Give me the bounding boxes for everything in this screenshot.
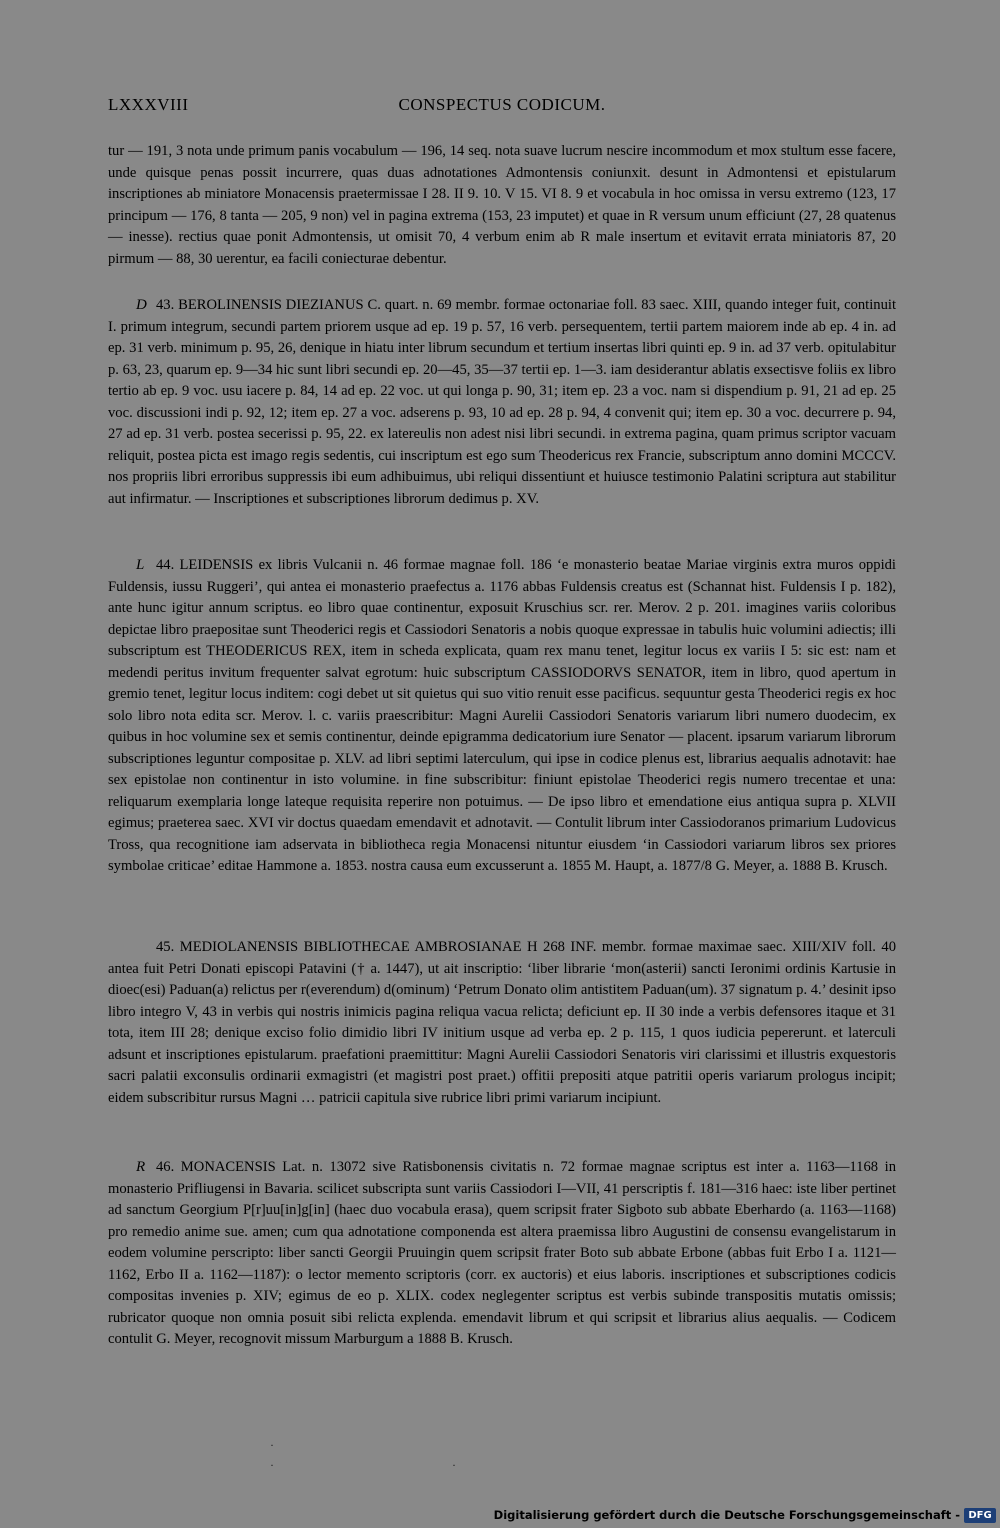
entry-block-l [108,555,896,886]
entry-block-r [108,1157,896,1359]
dfg-logo[interactable]: DFG [964,1508,996,1523]
paragraph-text: 44. LEIDENSIS ex libris Vulcanii n. 46 formae magnae foll. 186 ‘e monasterio beatae Mariae virginis extra muros oppidi Fuldensis, iussu Ruggeri’, qui antea ei monasterio praefectus a. 1176 abbas Fuldensis creatus est (Schannat hist. Fuldensis I p. 182), ante hunc igitur annum scriptus. eo libro quae continentur, exposuit Kruschius scr. rer. Merov. 2 p. 201. imagines variis coloribus depictae libro praepositae sunt Theoderici regis et Cassiodori Senatoris a nobis quoque expressae in tabulis huic volumini adiectis; illi subscriptum est THEODERICUS REX, item in scheda explicata, quam rex manu tenet, legitur locus ex variis I 5: sic est: nam et medendi peritus invitum frequenter salvat egrotum: huic subscriptum CASSIODORVS SENATOR, item in libro, quod apertum in gremio tenet, legitur locus inditem: cogi debet ut sit quietus qui suo vitio renuit esse pacificus. sequuntur gesta Theoderici regis ex hoc solo libro nota edita scr. Merov. l. c. variis praescribitur: Magni Aurelii Cassiodori Senatoris variarum libri numero duodecim, ex quibus in hoc volumine sex et semis continentur, deinde epigramma dedicatorium iure Senator — placent. ipsarum variarum librorum subscriptiones leguntur compositae p. XLV. ad libri septimi laterculum, qui ipse in codice plenus est, librarius aequalis adnotavit: hae sex epistolae non continentur in isto volumine. in fine subscribitur: finiunt epistolae Theoderici regis numero trecentae et una: reliquarum exemplaria longe lateque requisita reperire non potuimus. — De ipso libro et emendatione eius antiqua supra p. XLVII egimus; praeterea saec. XVI vir doctus quaedam emendavit et adnotavit. — Contulit librum inter Cassiodoranos primarium Ludovicus Tross, qua recognitione iam adservata in bibliotheca regia Monacensi nituntur eiusdem ‘in Cassiodori variarum libros sex priores symbolae criticae’ editae Hammone a. 1853. nostra causa eum excusserunt a. 1855 M. Haupt, a. 1877/8 G. Meyer, a. 1888 B. Krusch. [108,557,896,874]
entry-43-berolinensis [108,295,896,510]
page-number: LXXXVIII [108,95,189,114]
digitization-credit: Digitalisierung gefördert durch die Deutsche Forschungsgemeinschaft - [493,1508,960,1522]
entry-44-leidensis [108,555,896,878]
page-title: CONSPECTUS CODICUM. [398,95,606,114]
scan-speck: · [270,1458,274,1472]
page-header [108,95,896,123]
siglum-l: L [136,557,145,573]
paragraph-text: 45. MEDIOLANENSIS BIBLIOTHECAE AMBROSIANAE H 268 INF. membr. formae maximae saec. XIII/XIV foll. 40 antea fuit Petri Donati episcopi Patavini († a. 1447), ut ait inscriptio: ‘liber librarie ‘mon(asterii) sancti Ieronimi ordinis Kartusie in dioec(esi) Paduan(a) relictus per r(everendum) d(ominum) ‘Petrum Donato olim antistitem Paduan(um). 37 signatum p. 4.’ desinit ipso libro integro V, 43 in verbis qui nostris inimicis pagina reliqua vacua relicta; deficiunt ep. II 30 inde a verbis defensores itaque et 31 tota, item III 28; denique exciso folio dimidio libri IV initium usque ad verba ep. 2 p. 115, 1 quos iudicia pepererunt. et laterculi adsunt et inscriptiones epistularum. praefationi praemittitur: Magni Aurelii Cassiodori Senatoris viri clarissimi et illustris exquestoris sacri palatii exconsulis ordinarii exmagistri (et magistri post praet.) offitii prepositi atque patritii operis variarum prologus incipit; eidem subscribitur rursus Magni … patricii capitula sive rubrice libri primi variarum incipiunt. [108,939,897,1106]
siglum-r: R [136,1159,146,1175]
paragraph-text: tur — 191, 3 nota unde primum panis vocabulum — 196, 14 seq. nota suave lucrum nescire incommodum et mox stultum esse facere, unde quisque penas possit incurrere, quas duas adnotationes Admontensis coniunxit. desunt in Admontensi et epistularum inscriptiones ab miniatore Monacensis praetermissae I 28. II 9. 10. V 15. VI 8. 9 et vocabula in hoc omissa in versu extremo (123, 17 principum — 176, 8 tanta — 205, 9 non) vel in pagina extrema (153, 23 imputet) et quae in R versum unum efficiunt (27, 28 quatenus — inesse). rectius quae ponit Admontensis, ut omisit 70, 4 verbum enim ab R male insertum et evitavit errata miniatoris 87, 20 pirmum — 88, 30 uerentur, ea facili coniecturae debentur. [108,143,896,267]
entry-block-d [108,295,896,518]
scan-speck: · [452,1458,456,1472]
main-text [108,141,896,278]
paragraph-intro [108,141,896,270]
entry-block-45 [108,937,896,1117]
scan-speck: · [270,1438,274,1452]
entry-45-mediolanensis [108,937,896,1109]
siglum-d: D [136,297,147,313]
entry-46-monacensis [108,1157,896,1351]
paragraph-text: 43. BEROLINENSIS DIEZIANUS C. quart. n. 69 membr. formae octonariae foll. 83 saec. XIII, quando integer fuit, continuit I. primum integrum, secundi partem priorem usque ad ep. 19 p. 57, 16 verb. persequentem, tertii partem maiorem inde ab ep. 4 in. ad ep. 31 verb. minimum p. 95, 26, denique in hiatu inter librum secundum et tertium insertas libri quinti ep. 9 in. ad 37 verb. opitulabitur p. 63, 23, quarum ep. 9—34 hic sunt libri secundi ep. 20—45, 35—37 tertii ep. 1—3. iam desiderantur ablatis exsectisve foliis ex libro tertio ab ep. 9 voc. usu iacere p. 84, 14 ad ep. 22 voc. ut qui longa p. 90, 31; item ep. 23 a voc. nam si dispendium p. 91, 21 ad ep. 25 voc. discussioni indi p. 92, 12; item ep. 27 a voc. adserens p. 93, 10 ad ep. 28 p. 94, 4 convenit qui; item ep. 30 a voc. decurrere p. 94, 27 ad ep. 31 verb. postea secerissi p. 95, 22. ex latereulis non adest nisi libri secundi. in extrema pagina, quam primus scriptor vacuam reliquit, postea picta est imago regis sedentis, cui inscriptum est ego sum Theodericus rex Francie, subscriptum anno domini MCCCV. nos propriis libri erroribus suppressis ibi eum adhibuimus, ubi reliqui dissentiunt et huiusce testimonio Palatini scriptura aut stabilitur aut infirmatur. — Inscriptiones et subscriptiones librorum dedimus p. XV. [108,297,896,507]
paragraph-text: 46. MONACENSIS Lat. n. 13072 sive Ratisbonensis civitatis n. 72 formae magnae scriptus est inter a. 1163—1168 in monasterio Prifliugensi in Bavaria. scilicet subscripta sunt variis Cassiodori I—VII, 41 perscriptis f. 181—316 haec: iste liber pertinet ad sanctum Georgium P[r]uu[in]g[in] (haec duo vocabula erasa), quem scripsit frater Sigboto sub abbate Eberhardo (a. 1163—1168) pro remedio anime sue. amen; cum qua adnotatione componenda est altera praemissa libro Augustini de consensu evangelistarum in eodem volumine perscripto: liber sancti Georgii Pruuingin quem scripsit frater Boto sub abbate Erbone (abbas fuit Erbo I a. 1121—1162, Erbo II a. 1162—1187): o lector memento scriptoris (corr. ex auctoris) et eius laboris. inscriptiones et subscriptiones codicis compositas invenies p. XIV; egimus de eo p. XLIX. codex neglegenter scriptus est verbis subinde transpositis mutatis omissis; rubricator quoque non omnia posuit sibi relicta explenda. emendavit librum et qui scripsit et librarius alius aequalis. — Codicem contulit G. Meyer, recognovit missum Marburgum a 1888 B. Krusch. [108,1159,896,1347]
footer-bar [0,1504,1000,1528]
